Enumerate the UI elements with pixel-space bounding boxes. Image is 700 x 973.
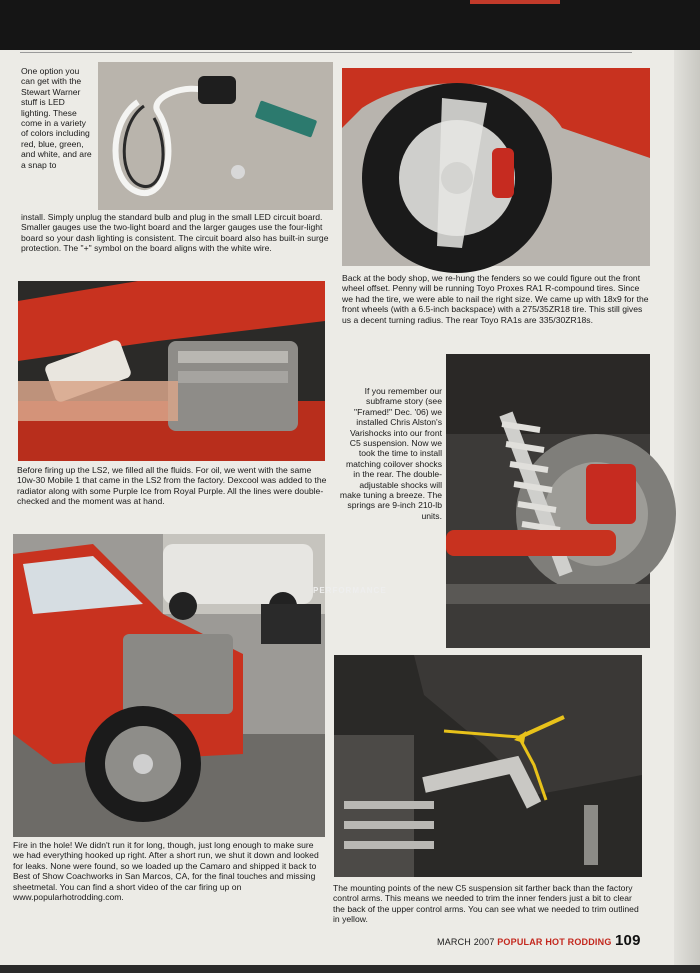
shop-sign-text: PERFORMANCE <box>313 586 387 595</box>
page-number: 109 <box>615 932 641 949</box>
top-accent-stripe <box>470 0 560 4</box>
page-edge-shadow <box>674 50 700 973</box>
caption-fluids: Before firing up the LS2, we filled all the fluids. For oil, we went with the same 10w-30 Mobile 1 that came in the LS2 from the factory. Dexcool was added to the radiator along with some Purple Ice from Royal Purple. All the lines were double-checked and the moment was at hand. <box>17 465 327 507</box>
photo-led-board <box>98 62 333 210</box>
caption-led-rest: install. Simply unplug the standard bulb and plug in the small LED circuit board. Smaller gauges use the two-light board and the larger gauges use the four-light board so your dash lighting is consistent. The circuit board also has built-in surge protection. The "+" symbol on the board aligns with the white wire. <box>21 212 329 254</box>
photo-camaro-fire <box>13 534 387 837</box>
photo-mounting-points <box>334 655 642 877</box>
caption-mounting: The mounting points of the new C5 suspension sit farther back than the factory control arms. This means we needed to trim the inner fenders just a bit to clear the back of the upper control arms. You can see what we needed to trim outlined in yellow. <box>333 883 639 925</box>
page-footer <box>437 932 641 949</box>
footer-date: MARCH 2007 <box>437 937 495 947</box>
photo-wheel-offset <box>342 68 650 266</box>
bottom-band <box>0 965 700 973</box>
photo-coilover-shock <box>446 354 650 648</box>
footer-magazine-title: POPULAR HOT RODDING <box>497 937 612 947</box>
photo-engine-fluids <box>18 281 325 461</box>
caption-fenders: Back at the body shop, we re-hung the fenders so we could figure out the front wheel offset. Penny will be running Toyo Proxes RA1 R-compound tires. Since we had the tire, we were able to nail the right size. We came up with 18x9 for the front wheels (with a 6.5-inch backspace) with a 275/35ZR18 tire. This still gives us a decent turning radius. The rear Toyo RA1s are 335/30ZR18s. <box>342 273 649 325</box>
caption-subframe: If you remember our subframe story (see "Framed!" Dec. '06) we installed Chris Alston's Varishocks into our front C5 suspension. Now we took the time to install matching coilover shocks in the rear. The double-adjustable shocks will make tuning a breeze. The springs are 9-inch 210-lb units. <box>339 386 442 521</box>
top-banner <box>0 0 700 50</box>
header-rule <box>20 52 632 53</box>
caption-fire: Fire in the hole! We didn't run it for long, though, just long enough to make sure we had everything hooked up right. After a short run, we shut it down and looked for leaks. None were found, so we loaded up the Camaro and shipped it back to Best of Show Coachworks in San Marcos, CA, for the final touches and missing sheetmetal. You can find a short video of the car firing up on www.popularhotrodding.com. <box>13 840 319 903</box>
caption-led-intro: One option you can get with the Stewart Warner stuff is LED lighting. These come in a variety of colors including red, blue, green, and white, and are a snap to <box>21 66 92 170</box>
